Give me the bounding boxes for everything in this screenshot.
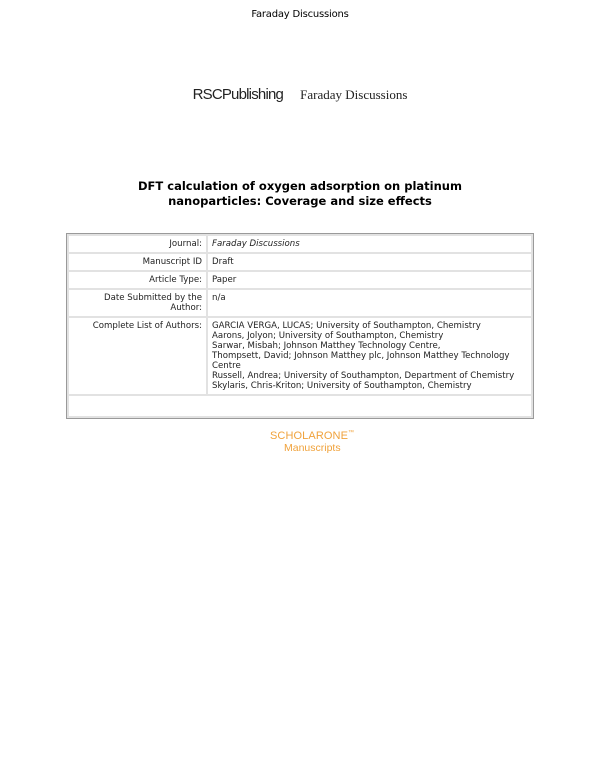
journal-logo: Faraday Discussions: [300, 87, 408, 102]
manuscript-id-label: Manuscript ID: [69, 254, 206, 270]
authors-list: [208, 318, 531, 394]
author-entry: Thompsett, David; Johnson Matthey plc, Johnson Matthey Technology Centre: [212, 351, 510, 371]
scholarone-wordmark: SCHOLARONE: [270, 430, 349, 442]
manuscript-metadata-table: [66, 233, 534, 419]
trademark-mark: ™: [348, 430, 355, 436]
manuscript-id-row: [69, 254, 531, 270]
authors-label: Complete List of Authors:: [69, 318, 206, 394]
journal-value: Faraday Discussions: [208, 236, 531, 252]
authors-row: [69, 318, 531, 394]
rsc-publishing-logo: RSCPublishing: [192, 86, 284, 103]
manuscript-id-value: Draft: [208, 254, 531, 270]
article-type-label: Article Type:: [69, 272, 206, 288]
article-type-value: Paper: [208, 272, 531, 288]
author-entry: GARCIA VERGA, LUCAS; University of Southampton, Chemistry: [212, 321, 481, 331]
blank-row: [69, 396, 531, 416]
paper-title-line-2: nanoparticles: Coverage and size effects: [168, 194, 432, 208]
paper-title: [100, 179, 500, 209]
author-entry: Sarwar, Misbah; Johnson Matthey Technology Centre,: [212, 341, 441, 351]
date-submitted-label: Date Submitted by the Author:: [69, 290, 206, 316]
manuscripts-wordmark: Manuscripts: [284, 442, 341, 454]
article-type-row: [69, 272, 531, 288]
paper-title-line-1: DFT calculation of oxygen adsorption on platinum: [138, 179, 462, 193]
author-entry: Aarons, Jolyon; University of Southampton, Chemistry: [212, 331, 444, 341]
journal-label: Journal:: [69, 236, 206, 252]
author-entry: Russell, Andrea; University of Southampton, Department of Chemistry: [212, 371, 515, 381]
scholarone-logo: [270, 430, 354, 454]
date-submitted-value: n/a: [208, 290, 531, 316]
branding-header: [0, 84, 600, 103]
journal-row: [69, 236, 531, 252]
running-header: Faraday Discussions: [251, 9, 349, 20]
date-submitted-row: [69, 290, 531, 316]
author-entry: Skylaris, Chris-Kriton; University of Southampton, Chemistry: [212, 381, 472, 391]
